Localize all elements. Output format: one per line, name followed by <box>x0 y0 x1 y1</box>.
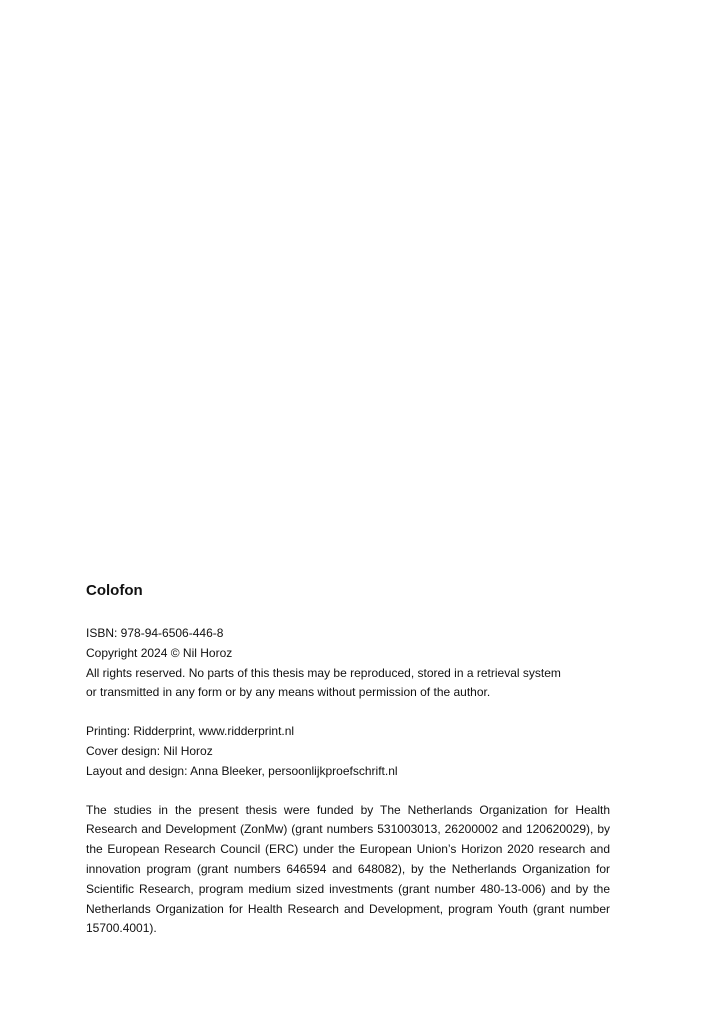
rights-line-1: All rights reserved. No parts of this thesis may be reproduced, stored in a retrieval system <box>86 665 561 680</box>
isbn-line: ISBN: 978-94-6506-446-8 <box>86 626 224 640</box>
copyright-line: Copyright 2024 © Nil Horoz <box>86 645 233 660</box>
colofon-title: Colofon <box>86 582 143 599</box>
publication-info <box>86 624 610 703</box>
cover-design-line: Cover design: Nil Horoz <box>86 743 213 758</box>
credits-info <box>86 722 610 781</box>
funding-paragraph: The studies in the present thesis were funded by The Netherlands Organization for Health Research and Development (ZonMw) (grant numbers 531003013, 26200002 and 120620029), by the European Research Council (ERC) under the European Union’s Horizon 2020 research and innovation program (grant numbers 646594 and 648082), by the Netherlands Organization for Scientific Research, program medium sized investments (grant number 480-13-006) and by the Netherlands Organization for Health Research and Development, program Youth (grant number 15700.4001). <box>86 802 610 936</box>
layout-design-line: Layout and design: Anna Bleeker, persoonlijkproefschrift.nl <box>86 763 398 778</box>
colofon-section <box>86 580 610 939</box>
rights-line-2: or transmitted in any form or by any means without permission of the author. <box>86 685 491 700</box>
printing-line: Printing: Ridderprint, www.ridderprint.nl <box>86 724 295 739</box>
